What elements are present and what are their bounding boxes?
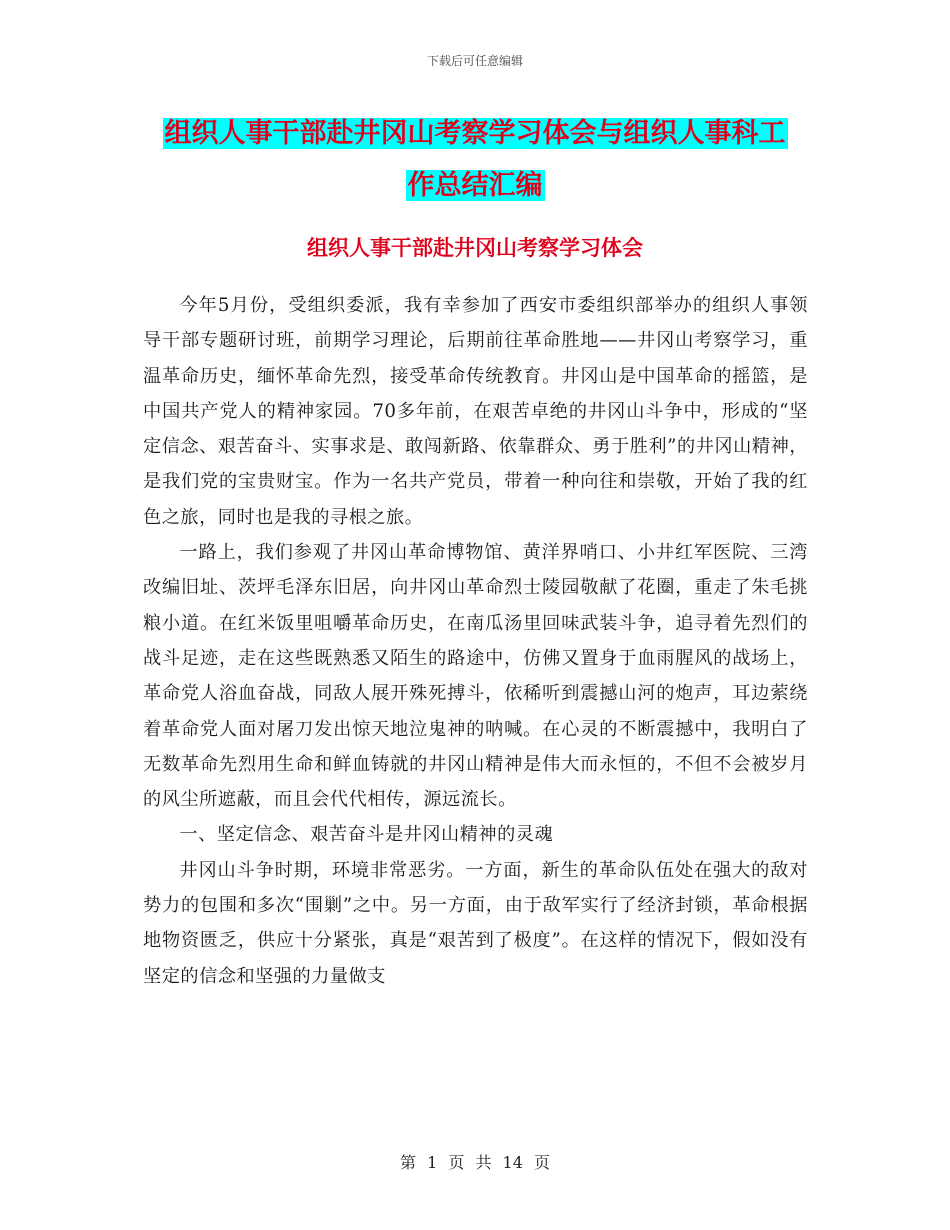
page-footer: 第 1 页 共 14 页 bbox=[400, 1153, 550, 1172]
paragraph: 一路上，我们参观了井冈山革命博物馆、黄洋界哨口、小井红军医院、三湾改编旧址、茨坪毛泽东旧居，向井冈山革命烈士陵园敬献了花圈，重走了朱毛挑粮小道。在红米饭里咀嚼革命历史，在南瓜汤里回味武装斗争，追寻着先烈们的战斗足迹，走在这些既熟悉又陌生的路途中，仿佛又置身于血雨腥风的战场上，革命党人浴血奋战，同敌人展开殊死搏斗，依稀听到震撼山河的炮声，耳边萦绕着革命党人面对屠刀发出惊天地泣鬼神的呐喊。在心灵的不断震撼中，我明白了无数革命先烈用生命和鲜血铸就的井冈山精神是伟大而永恒的，不但不会被岁月的风尘所遮蔽，而且会代代相传，源远流长。 bbox=[143, 542, 808, 811]
section-title: 组织人事干部赴井冈山考察学习体会 bbox=[307, 235, 643, 260]
document-title-line-1: 组织人事干部赴井冈山考察学习体会与组织人事科工 bbox=[164, 118, 786, 149]
body-text bbox=[143, 288, 808, 994]
paragraph: 今年5月份，受组织委派，我有幸参加了西安市委组织部举办的组织人事领导干部专题研讨班，前期学习理论，后期前往革命胜地——井冈山考察学习，重温革命历史，缅怀革命先烈，接受革命传统教育。井冈山是中国革命的摇篮，是中国共产党人的精神家园。70多年前，在艰苦卓绝的井冈山斗争中，形成的“坚定信念、艰苦奋斗、实事求是、敢闯新路、依靠群众、勇于胜利”的井冈山精神，是我们党的宝贵财宝。作为一名共产党员，带着一种向往和崇敬，开始了我的红色之旅，同时也是我的寻根之旅。 bbox=[143, 295, 808, 528]
document-title bbox=[140, 108, 810, 212]
document-title-line-2: 作总结汇编 bbox=[407, 170, 543, 201]
paragraph: 井冈山斗争时期，环境非常恶劣。一方面，新生的革命队伍处在强大的敌对势力的包围和多次“围剿”之中。另一方面，由于敌军实行了经济封锁，革命根据地物资匮乏，供应十分紧张，真是“艰苦到了极度”。在这样的情况下，假如没有坚定的信念和坚强的力量做支 bbox=[143, 859, 808, 987]
subheading: 一、坚定信念、艰苦奋斗是井冈山精神的灵魂 bbox=[179, 824, 554, 846]
header-note: 下载后可任意编辑 bbox=[426, 54, 523, 68]
